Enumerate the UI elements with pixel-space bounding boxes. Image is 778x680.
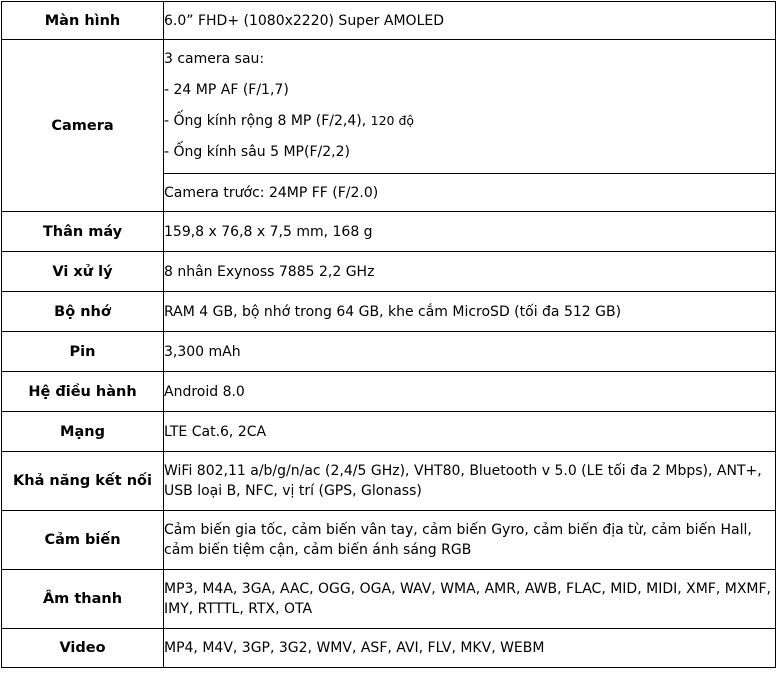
row-value: Cảm biến gia tốc, cảm biến vân tay, cảm biến Gyro, cảm biến địa từ, cảm biến Hall, cảm biến tiệm cận, cảm biến ánh sáng RGB bbox=[164, 511, 776, 570]
row-label: Âm thanh bbox=[2, 570, 164, 629]
row-value: 159,8 x 76,8 x 7,5 mm, 168 g bbox=[164, 212, 776, 252]
row-value: 3,300 mAh bbox=[164, 332, 776, 372]
row-label: Pin bbox=[2, 332, 164, 372]
table-row bbox=[2, 40, 776, 174]
row-label: Bộ nhớ bbox=[2, 292, 164, 332]
row-value: LTE Cat.6, 2CA bbox=[164, 412, 776, 452]
rear-camera-depth: - Ống kính sâu 5 MP(F/2,2) bbox=[164, 144, 350, 160]
rear-camera-title: 3 camera sau: bbox=[164, 51, 265, 67]
row-value: 8 nhân Exynoss 7885 2,2 GHz bbox=[164, 252, 776, 292]
rear-camera-wide bbox=[164, 111, 775, 131]
row-value: RAM 4 GB, bộ nhớ trong 64 GB, khe cắm MicroSD (tối đa 512 GB) bbox=[164, 292, 776, 332]
row-label: Khả năng kết nối bbox=[2, 452, 164, 511]
table-row bbox=[2, 570, 776, 629]
table-row bbox=[2, 332, 776, 372]
spec-table bbox=[1, 1, 776, 668]
row-label: Hệ điều hành bbox=[2, 372, 164, 412]
table-row bbox=[2, 2, 776, 40]
row-label: Cảm biến bbox=[2, 511, 164, 570]
row-label: Vi xử lý bbox=[2, 252, 164, 292]
row-value: WiFi 802,11 a/b/g/n/ac (2,4/5 GHz), VHT80, Bluetooth v 5.0 (LE tối đa 2 Mbps), ANT+, USB loại B, NFC, vị trí (GPS, Glonass) bbox=[164, 452, 776, 511]
table-row bbox=[2, 212, 776, 252]
row-label: Thân máy bbox=[2, 212, 164, 252]
front-camera-value: Camera trước: 24MP FF (F/2.0) bbox=[164, 174, 776, 212]
row-value: MP4, M4V, 3GP, 3G2, WMV, ASF, AVI, FLV, MKV, WEBM bbox=[164, 629, 776, 668]
row-value: Android 8.0 bbox=[164, 372, 776, 412]
row-label: Mạng bbox=[2, 412, 164, 452]
rear-camera-wide-angle: 120 độ bbox=[370, 113, 415, 128]
row-value: 6.0” FHD+ (1080x2220) Super AMOLED bbox=[164, 2, 776, 40]
rear-camera-cell bbox=[164, 40, 776, 174]
table-row bbox=[2, 372, 776, 412]
table-row bbox=[2, 629, 776, 668]
row-value: MP3, M4A, 3GA, AAC, OGG, OGA, WAV, WMA, AMR, AWB, FLAC, MID, MIDI, XMF, MXMF, IMY, RTTTL, RTX, OTA bbox=[164, 570, 776, 629]
row-label: Video bbox=[2, 629, 164, 668]
row-label: Màn hình bbox=[2, 2, 164, 40]
table-row bbox=[2, 292, 776, 332]
table-row bbox=[2, 511, 776, 570]
table-row bbox=[2, 452, 776, 511]
row-label: Camera bbox=[2, 40, 164, 212]
rear-camera-wide-spec: - Ống kính rộng 8 MP (F/2,4), bbox=[164, 113, 367, 129]
table-row bbox=[2, 412, 776, 452]
rear-camera-main: - 24 MP AF (F/1,7) bbox=[164, 82, 289, 98]
table-row bbox=[2, 252, 776, 292]
